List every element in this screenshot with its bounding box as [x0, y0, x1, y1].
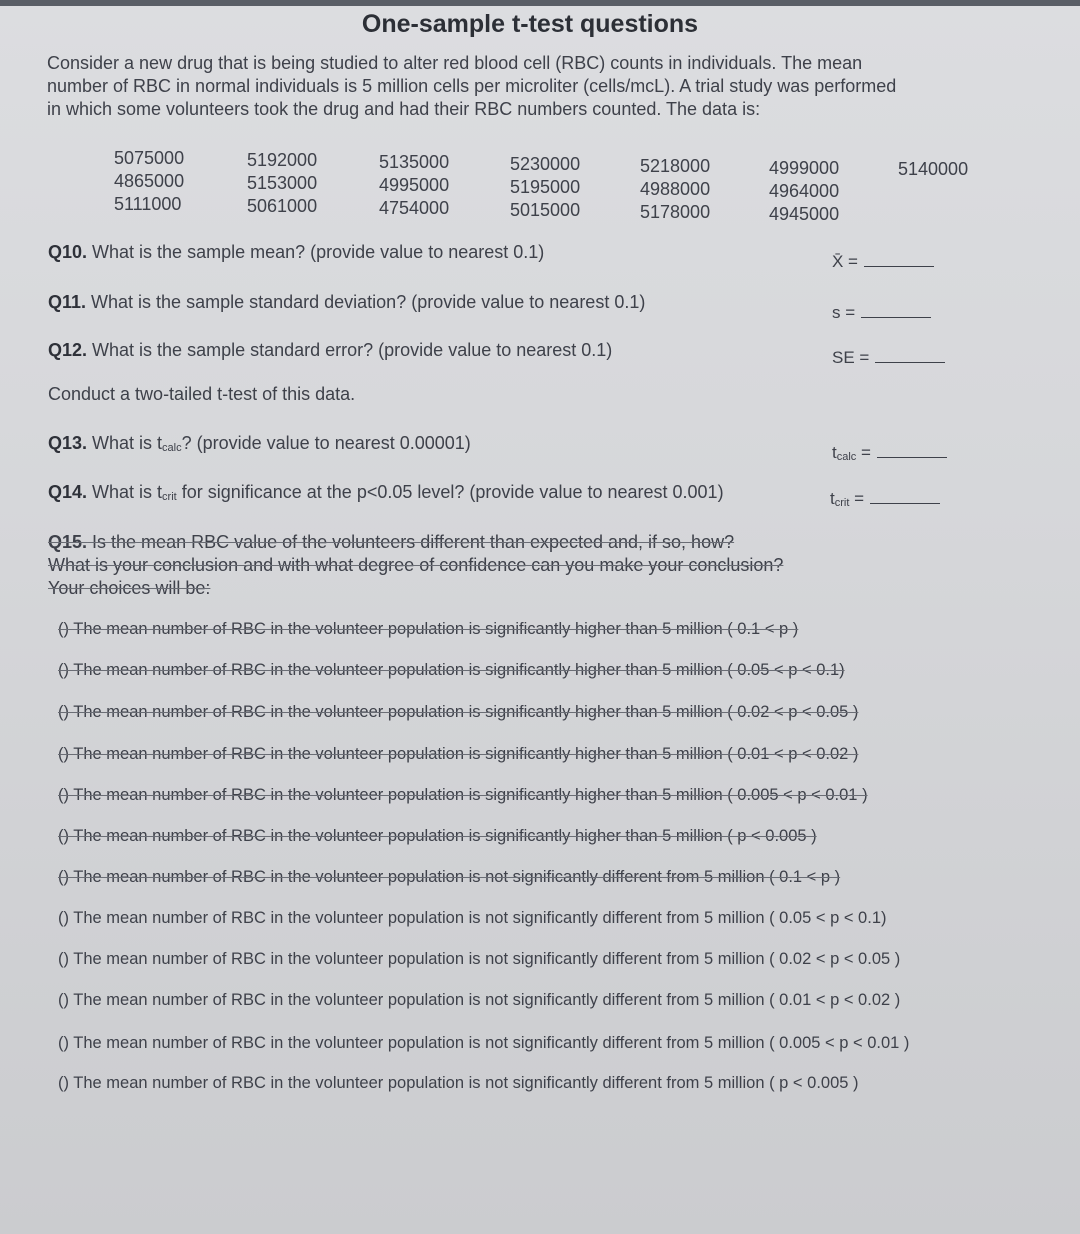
answer-blank[interactable] — [864, 250, 934, 267]
answer-equals: = — [849, 489, 865, 508]
answer-option[interactable]: () The mean number of RBC in the volunteer population is significantly higher than 5 million ( 0.1 < p ) — [58, 620, 799, 638]
answer-blank[interactable] — [877, 441, 947, 458]
question-number: Q14. — [48, 482, 88, 502]
intro-paragraph — [47, 52, 1007, 121]
data-value: 5192000 — [247, 150, 318, 170]
data-value: 4754000 — [379, 198, 450, 218]
question-text: What is the sample standard deviation? (provide value to nearest 0.1) — [86, 292, 646, 312]
data-value: 4945000 — [769, 204, 840, 224]
intro-line: number of RBC in normal individuals is 5 million cells per microliter (cells/mcL). A trial study was performed — [47, 76, 897, 96]
answer-label: s = — [832, 303, 856, 322]
question-text: What is the sample standard error? (provide value to nearest 0.1) — [87, 340, 613, 360]
question-number: Q12. — [48, 340, 88, 360]
top-edge-bar — [0, 0, 1080, 6]
data-value: 4999000 — [769, 158, 840, 178]
question-text: What is the sample mean? (provide value to nearest 0.1) — [87, 242, 545, 262]
answer-option[interactable]: () The mean number of RBC in the volunteer population is significantly higher than 5 million ( 0.01 < p < 0.02 ) — [58, 745, 859, 763]
subscript: calc — [162, 442, 182, 454]
data-value: 5015000 — [510, 200, 581, 220]
subscript: crit — [162, 491, 177, 503]
question-text: for significance at the p<0.05 level? (provide value to nearest 0.001) — [176, 482, 724, 502]
answer-option[interactable]: () The mean number of RBC in the volunteer population is significantly higher than 5 million ( 0.005 < p < 0.01 ) — [58, 786, 868, 804]
data-value: 4988000 — [640, 179, 711, 199]
data-value: 5140000 — [898, 159, 969, 179]
instruction-text: Conduct a two-tailed t-test of this data. — [48, 384, 356, 404]
data-value: 5218000 — [640, 156, 711, 176]
question-q11 — [48, 292, 645, 313]
question-q10 — [48, 242, 544, 263]
question-text: What is t — [87, 433, 163, 453]
subscript: crit — [834, 497, 850, 509]
answer-label: X̄ = — [832, 252, 858, 271]
answer-option[interactable]: () The mean number of RBC in the volunteer population is not significantly different from 5 million ( 0.02 < p < 0.05 ) — [58, 950, 901, 968]
data-column-7 — [898, 158, 968, 181]
answer-option[interactable]: () The mean number of RBC in the volunteer population is not significantly different from 5 million ( 0.01 < p < 0.02 ) — [58, 991, 901, 1009]
question-q14 — [48, 482, 724, 503]
answer-label: t — [830, 489, 835, 508]
page-title: One-sample t-test questions — [361, 10, 699, 38]
data-column-6 — [769, 157, 839, 226]
data-column-2 — [247, 149, 317, 218]
question-text: What is t — [87, 482, 163, 502]
answer-option[interactable]: () The mean number of RBC in the volunteer population is significantly higher than 5 million ( 0.02 < p < 0.05 ) — [58, 703, 859, 721]
data-value: 5135000 — [379, 152, 450, 172]
data-value: 4964000 — [769, 181, 840, 201]
question-number: Q10. — [48, 242, 88, 262]
data-column-1 — [114, 147, 184, 216]
question-text: ? (provide value to nearest 0.00001) — [181, 433, 471, 453]
answer-tcrit — [830, 487, 940, 509]
question-q15 — [48, 531, 783, 600]
question-number: Q13. — [48, 433, 88, 453]
data-column-3 — [379, 151, 449, 220]
intro-line: in which some volunteers took the drug and had their RBC numbers counted. The data is: — [47, 99, 761, 119]
question-line: What is your conclusion and with what degree of confidence can you make your conclusion? — [48, 555, 784, 575]
answer-mean — [832, 250, 934, 272]
answer-option[interactable]: () The mean number of RBC in the volunteer population is not significantly different from 5 million ( 0.005 < p < 0.01 ) — [58, 1034, 910, 1052]
answer-option[interactable]: () The mean number of RBC in the volunteer population is significantly higher than 5 million ( p < 0.005 ) — [58, 827, 817, 845]
data-value: 4865000 — [114, 171, 185, 191]
answer-option[interactable]: () The mean number of RBC in the volunteer population is not significantly different from 5 million ( 0.1 < p ) — [58, 868, 841, 886]
data-value: 5178000 — [640, 202, 711, 222]
question-number: Q11. — [48, 292, 87, 312]
data-value: 5061000 — [247, 196, 318, 216]
answer-blank[interactable] — [861, 301, 931, 318]
answer-sd — [832, 301, 931, 323]
data-column-5 — [640, 155, 710, 224]
data-value: 5230000 — [510, 154, 581, 174]
question-q13 — [48, 433, 471, 454]
question-line: Your choices will be: — [48, 578, 211, 598]
answer-blank[interactable] — [870, 487, 940, 504]
answer-tcalc — [832, 441, 947, 463]
data-value: 5153000 — [247, 173, 318, 193]
data-value: 5111000 — [114, 194, 182, 214]
intro-line: Consider a new drug that is being studied to alter red blood cell (RBC) counts in individuals. The mean — [47, 53, 863, 73]
question-line — [48, 531, 783, 554]
answer-se — [832, 346, 945, 368]
subscript: calc — [836, 451, 857, 463]
answer-label: SE = — [832, 348, 870, 367]
data-value: 5195000 — [510, 177, 581, 197]
answer-option[interactable]: () The mean number of RBC in the volunteer population is not significantly different from 5 million ( 0.05 < p < 0.1) — [58, 909, 887, 927]
data-value: 4995000 — [379, 175, 450, 195]
question-q12 — [48, 340, 612, 361]
answer-option[interactable]: () The mean number of RBC in the volunteer population is not significantly different from 5 million ( p < 0.005 ) — [58, 1074, 859, 1092]
question-text: Is the mean RBC value of the volunteers different than expected and, if so, how? — [87, 532, 735, 552]
answer-equals: = — [856, 443, 871, 462]
answer-option[interactable]: () The mean number of RBC in the volunteer population is significantly higher than 5 million ( 0.05 < p < 0.1) — [58, 661, 845, 679]
answer-blank[interactable] — [875, 346, 945, 363]
question-number: Q15. — [48, 532, 88, 552]
data-column-4 — [510, 153, 580, 222]
answer-label: t — [832, 443, 837, 462]
data-value: 5075000 — [114, 148, 185, 168]
